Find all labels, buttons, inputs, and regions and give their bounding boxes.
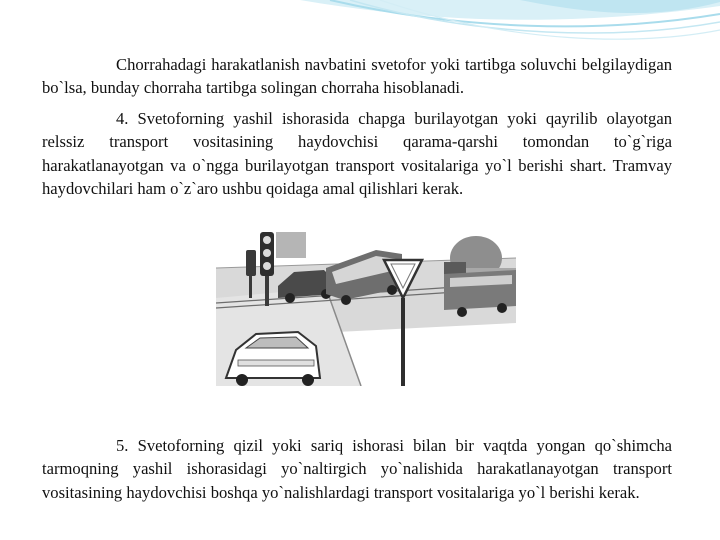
intersection-illustration [216, 228, 516, 386]
paragraph-rule-5: 5. Svetoforning qizil yoki sariq ishorasi bilan bir vaqtda yongan qo`shimcha tarmoqning yashil ishorasidagi yo`naltirgich yo`nalishida harakatlanayotgan transport vositasining haydovchisi boshqa yo`nalishlardagi transport vositalariga yo`l berishi kerak. [42, 435, 672, 502]
paragraph-rule-4: 4. Svetoforning yashil ishorasida chapga burilayotgan yoki qayrilib olayotgan relssiz transport vositasining haydovchisi qarama-qarshi tomondan to`g`riga harakatlanayotgan va o`ngga burilayotgan transport vositalariga yo`l berishi shart. Tramvay haydovchilari ham o`z`aro ushbu qoidaga amal qilishlari kerak. [42, 108, 672, 199]
paragraph-intersection-definition: Chorrahadagi harakatlanish navbatini svetofor yoki tartibga soluvchi belgilaydigan bo`lsa, bunday chorraha tartibga solingan chorraha hisoblanadi. [42, 54, 672, 98]
